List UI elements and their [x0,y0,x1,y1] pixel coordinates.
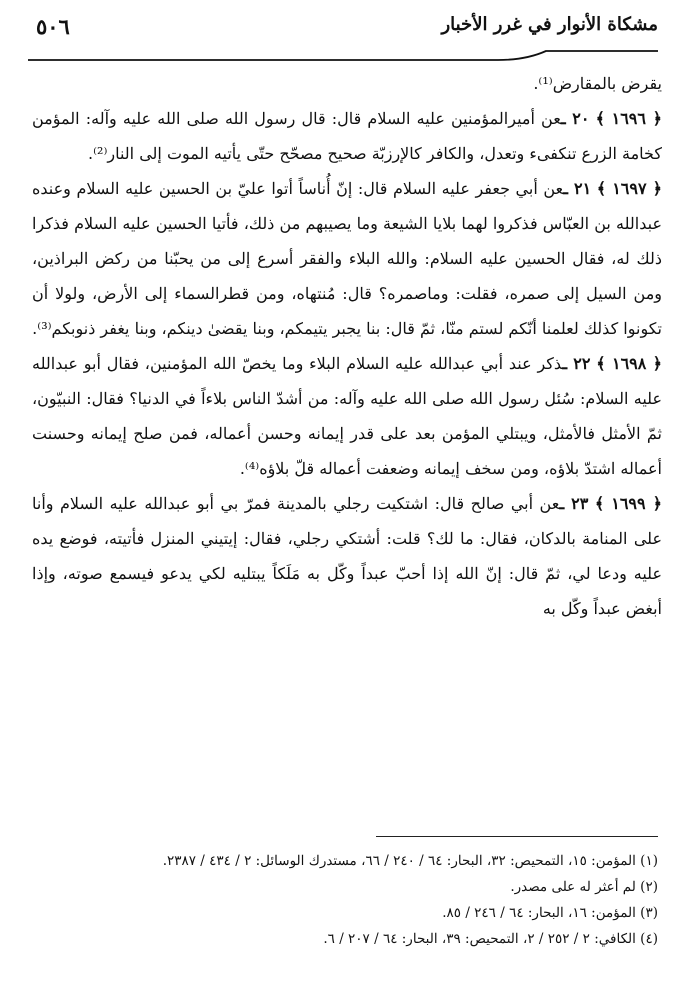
paragraph-text: يقرض بالمقارض⁽¹⁾. [533,74,662,93]
hadith-number: ﴿ ١٦٩٩ ﴾ [594,494,662,513]
sequence-number: ٢١ ـ [563,179,592,198]
footnote: (١) المؤمن: ١٥، التمحيص: ٣٢، البحار: ٦٤ / ٢٤٠ / ٦٦، مستدرك الوسائل: ٢ / ٤٣٤ / ٢٣٨٧. [162,853,658,869]
paragraph-text: عن أميرالمؤمنين عليه السلام قال: قال رسول الله صلى الله عليه وآله: المؤمن كخامة الزرع تنكفىء وتعدل، والكافر كالإرزبّة صحيح مصحّح حتّى يأتيه الموت إلى النار⁽²⁾. [32,109,662,163]
sequence-number: ٢٠ ـ [560,109,590,128]
main-text [32,66,662,626]
page-header [28,10,658,58]
hadith-paragraph [32,486,662,626]
paragraph-continuation [32,66,662,101]
book-title: مشكاة الأنوار في غرر الأخبار [441,14,658,35]
paragraph-text: عن أبي جعفر عليه السلام قال: إنّ أُناساً أتوا عليّ بن الحسين عليه السلام وعنده عبدالله بن العبّاس فذكروا لهما بلايا الشيعة وما يصيبهم من ذلك، فأتيا الحسين عليه السلام فذكرا ذلك له، فقال الحسين عليه السلام: والله البلاء والفقر أسرع إلى من يحبّنا من ركض البراذين، ومن السيل إلى صمره، فقلت: وماصمره؟ قال: مُنتهاه، ومن قطرالسماء إلى الأرض، ولولا أن تكونوا كذلك لعلمنا أنّكم لستم منّا، ثمّ قال: بنا يجبر يتيمكم، وبنا يقضىٰ دينكم، وبنا يغفر ذنوبكم⁽³⁾. [32,179,663,338]
footnote-rule [376,836,658,837]
paragraph-text: ذكر عند أبي عبدالله عليه السلام البلاء وما يخصّ الله المؤمنين، فقال أبو عبدالله عليه السلام: سُئل رسول الله صلى الله عليه وآله: من أشدّ الناس بلاءاً في الدنيا؟ فقال: النبيّون، ثمّ الأمثل فالأمثل، ويبتلي المؤمن بعد على قدر إيمانه وحسن أعماله، فمن صلح إيمانه وحسنت أعماله اشتدّ بلاؤه، ومن سخف إيمانه وضعفت أعماله قلّ بلاؤه⁽⁴⁾. [32,354,662,478]
hadith-number: ﴿ ١٦٩٧ ﴾ [596,179,663,198]
sequence-number: ٢٣ ـ [559,494,589,513]
sequence-number: ٢٢ ـ [562,354,591,373]
hadith-paragraph [32,346,662,486]
header-rule [28,48,658,62]
hadith-paragraph [32,171,662,346]
footnotes [40,848,658,952]
paragraph-text: عن أبي صالح قال: اشتكيت رجلي بالمدينة فمرّ بي أبو عبدالله عليه السلام وأنا على المنامة بالدكان، فقال: ما لك؟ قلت: أشتكي رجلي، فقال: إيتيني المنزل فأتيته، فوضع يده عليه ودعا لي، ثمّ قال: إنّ الله إذا أحبّ عبداً وكّل به مَلَكاً يبتليه لكي يدعو فيسمع صوته، وإذا أبغض عبداً وكّل به [32,494,662,618]
footnote: (٤) الكافي: ٢ / ٢٥٢ / ٢، التمحيص: ٣٩، البحار: ٦٤ / ٢٠٧ / ٦. [323,931,658,947]
footnote: (٣) المؤمن: ١٦، البحار: ٦٤ / ٢٤٦ / ٨٥. [442,905,658,921]
footnote: (٢) لم أعثر له على مصدر. [510,879,658,895]
hadith-number: ﴿ ١٦٩٦ ﴾ [595,109,662,128]
page-number: ٥٠٦ [36,14,70,39]
hadith-number: ﴿ ١٦٩٨ ﴾ [596,354,663,373]
hadith-paragraph [32,101,662,171]
